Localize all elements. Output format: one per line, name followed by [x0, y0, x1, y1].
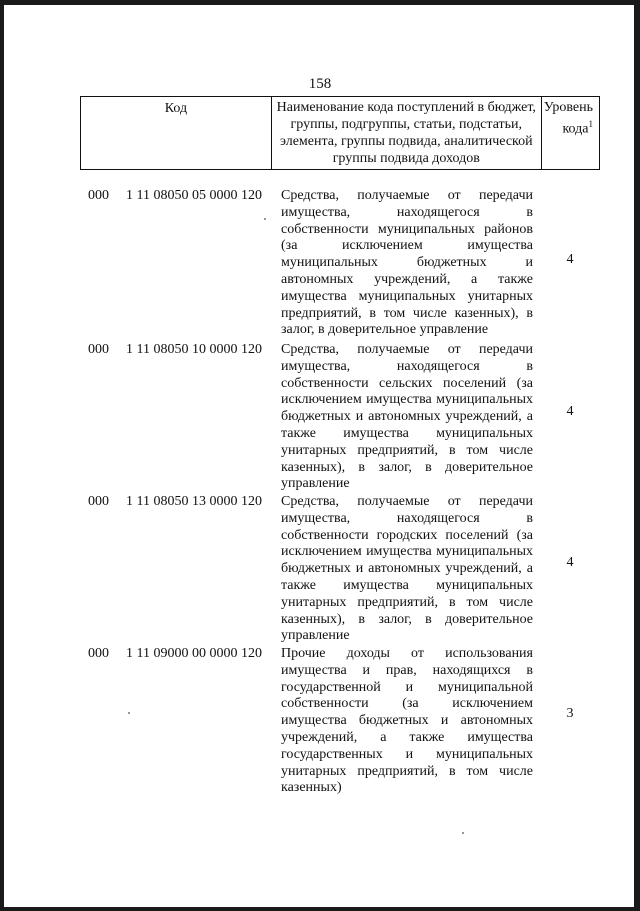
scan-speck: [264, 218, 266, 220]
code-level: 4: [566, 555, 574, 570]
code-level: 4: [566, 404, 574, 419]
revenue-name: Средства, получаемые от передачи имущества, находящегося в собственности городских поселений (за исключением имущества муниципальных бюджетных и автономных учреждений, а также имущества муниципальных унитарных предприятий, в том числе казенных), в залог, в доверительное управление: [281, 494, 533, 644]
footnote-marker: 1: [588, 119, 593, 129]
scan-border-left: [0, 0, 4, 911]
code-level: 4: [566, 252, 574, 267]
revenue-code: 1 11 08050 13 0000 120: [126, 494, 262, 509]
table-row: [88, 188, 588, 338]
table-row: [88, 646, 588, 798]
scan-border-bottom: [0, 907, 640, 911]
table-row: [88, 494, 588, 644]
table-row: [88, 342, 588, 492]
admin-code: 000: [88, 494, 109, 509]
column-header-level-label: Уровень кода: [543, 100, 593, 137]
revenue-code: 1 11 08050 05 0000 120: [126, 188, 262, 203]
page-number: 158: [308, 76, 332, 92]
column-header-name: Наименование кода поступлений в бюджет, группы, подгруппы, статьи, подстатьи, элемента, группы подвида, аналитической группы подвида доходов: [271, 97, 541, 170]
revenue-code: 1 11 09000 00 0000 120: [126, 646, 262, 661]
scan-border-top: [0, 0, 640, 5]
scan-speck: [462, 832, 464, 834]
scan-speck: [128, 712, 130, 714]
admin-code: 000: [88, 646, 109, 661]
admin-code: 000: [88, 342, 109, 357]
code-level: 3: [566, 706, 574, 721]
scan-border-right: [634, 0, 640, 911]
column-header-table: [80, 96, 600, 170]
revenue-code: 1 11 08050 10 0000 120: [126, 342, 262, 357]
column-header-row: [81, 97, 600, 170]
admin-code: 000: [88, 188, 109, 203]
column-header-code: Код: [81, 97, 272, 170]
revenue-name: Прочие доходы от использования имущества и прав, находящихся в государственной и муниципальной собственности (за исключением имущества бюджетных и автономных учреждений, а также имущества государственных и муниципальных унитарных предприятий, в том числе казенных): [281, 646, 533, 796]
revenue-name: Средства, получаемые от передачи имущества, находящегося в собственности сельских поселений (за исключением имущества муниципальных бюджетных и автономных учреждений, а также имущества муниципальных унитарных предприятий, в том числе казенных), в залог, в доверительное управление: [281, 342, 533, 492]
revenue-name: Средства, получаемые от передачи имущества, находящегося в собственности муниципальных районов (за исключением имущества муниципальных бюджетных и автономных учреждений, а также имущества муниципальных унитарных предприятий, в том числе казенных), в залог, в доверительное управление: [281, 188, 533, 338]
column-header-level: [541, 97, 599, 170]
